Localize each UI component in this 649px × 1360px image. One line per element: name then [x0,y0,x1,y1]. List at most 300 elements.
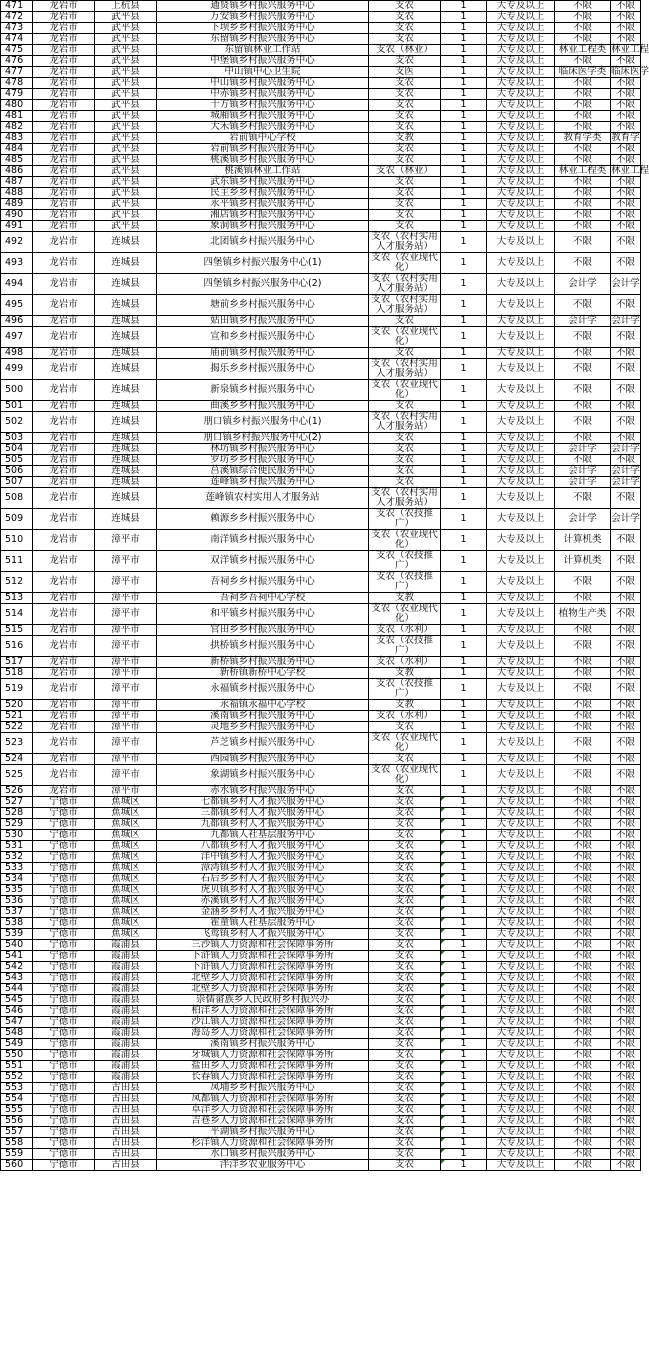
cell-education: 大专及以上 [487,488,555,509]
cell-major-bachelor: 不限 [611,1083,641,1094]
cell-institution: 永平镇乡村振兴服务中心 [157,199,369,210]
cell-major-junior: 不限 [555,1061,611,1072]
cell-major-bachelor: 不限 [611,733,641,754]
cell-major-bachelor: 不限 [611,896,641,907]
cell-row-number: 471 [1,1,33,12]
cell-major-junior: 不限 [555,929,611,940]
cell-institution: 罗坊乡乡村振兴服务中心 [157,455,369,466]
cell-headcount: 1 [441,433,487,444]
table-row [1,488,641,509]
cell-row-number: 492 [1,232,33,253]
cell-headcount: 1 [441,166,487,177]
cell-city: 龙岩市 [33,12,95,23]
cell-major-junior: 不限 [555,23,611,34]
cell-institution: 朋口镇乡村振兴服务中心(2) [157,433,369,444]
cell-row-number: 513 [1,593,33,604]
cell-major-junior: 不限 [555,1072,611,1083]
cell-county: 古田县 [95,1105,157,1116]
cell-major-junior: 计算机类 [555,551,611,572]
cell-headcount: 1 [441,111,487,122]
cell-major-bachelor: 不限 [611,1039,641,1050]
cell-headcount: 1 [441,1149,487,1160]
cell-row-number: 507 [1,477,33,488]
cell-position-type: 支农 [369,466,441,477]
cell-institution: 吾祠乡吾祠中心学校 [157,593,369,604]
cell-headcount: 1 [441,89,487,100]
cell-major-junior: 不限 [555,199,611,210]
cell-headcount: 1 [441,918,487,929]
cell-major-junior: 不限 [555,593,611,604]
cell-major-junior: 不限 [555,122,611,133]
cell-position-type: 支教 [369,700,441,711]
cell-position-type: 支农 [369,973,441,984]
cell-institution: 塘前乡乡村振兴服务中心 [157,295,369,316]
cell-city: 宁德市 [33,1094,95,1105]
cell-education: 大专及以上 [487,604,555,625]
cell-major-junior: 不限 [555,1094,611,1105]
cell-headcount: 1 [441,274,487,295]
cell-education: 大专及以上 [487,477,555,488]
table-row [1,1105,641,1116]
cell-row-number: 496 [1,316,33,327]
cell-position-type: 支农 [369,852,441,863]
cell-row-number: 556 [1,1116,33,1127]
cell-position-type: 支农（农业现代化） [369,604,441,625]
cell-position-type: 支农 [369,1017,441,1028]
cell-county: 连城县 [95,232,157,253]
cell-headcount: 1 [441,466,487,477]
table-row [1,188,641,199]
cell-headcount: 1 [441,100,487,111]
cell-headcount: 1 [441,786,487,797]
cell-major-bachelor: 不限 [611,530,641,551]
cell-row-number: 509 [1,509,33,530]
cell-institution: 庙前镇乡村振兴服务中心 [157,348,369,359]
cell-row-number: 506 [1,466,33,477]
cell-position-type: 支农（水利） [369,657,441,668]
cell-institution: 吾祠乡乡村振兴服务中心 [157,572,369,593]
cell-education: 大专及以上 [487,144,555,155]
table-row [1,122,641,133]
cell-institution: 北团镇乡村振兴服务中心 [157,232,369,253]
cell-headcount: 1 [441,530,487,551]
cell-city: 龙岩市 [33,295,95,316]
cell-institution: 桃溪镇林业工作站 [157,166,369,177]
cell-county: 漳平市 [95,636,157,657]
cell-headcount: 1 [441,896,487,907]
cell-position-type: 支农 [369,477,441,488]
cell-city: 龙岩市 [33,477,95,488]
cell-major-junior: 不限 [555,111,611,122]
cell-education: 大专及以上 [487,23,555,34]
table-row [1,232,641,253]
cell-major-bachelor: 林业工程 [611,165,649,176]
cell-major-junior: 不限 [555,830,611,841]
cell-position-type: 支农 [369,455,441,466]
cell-institution: 海岛乡人力资源和社会保障事务所 [157,1028,369,1039]
cell-major-bachelor: 不限 [611,1017,641,1028]
table-row [1,874,641,885]
cell-major-bachelor: 会计学 [611,476,640,487]
cell-position-type: 支教 [369,133,441,144]
cell-major-junior: 不限 [555,1006,611,1017]
cell-city: 宁德市 [33,995,95,1006]
cell-institution: 民主乡乡村振兴服务中心 [157,188,369,199]
cell-county: 蕉城区 [95,852,157,863]
cell-position-type: 支农 [369,221,441,232]
cell-county: 霞浦县 [95,1028,157,1039]
cell-education: 大专及以上 [487,1138,555,1149]
cell-headcount: 1 [441,733,487,754]
cell-major-bachelor: 不限 [611,1028,641,1039]
cell-major-junior: 不限 [555,1138,611,1149]
cell-city: 龙岩市 [33,433,95,444]
cell-major-junior: 不限 [555,89,611,100]
cell-institution: 长春镇人力资源和社会保障事务所 [157,1072,369,1083]
cell-major-junior: 不限 [555,973,611,984]
cell-major-junior: 不限 [555,188,611,199]
cell-position-type: 支农 [369,863,441,874]
table-row [1,765,641,786]
cell-city: 宁德市 [33,1050,95,1061]
table-row [1,1160,641,1171]
cell-institution: 武东镇乡村振兴服务中心 [157,177,369,188]
cell-headcount: 1 [441,551,487,572]
cell-position-type: 支农 [369,1105,441,1116]
cell-city: 龙岩市 [33,166,95,177]
cell-city: 龙岩市 [33,100,95,111]
cell-education: 大专及以上 [487,962,555,973]
cell-major-junior: 不限 [555,940,611,951]
cell-headcount: 1 [441,122,487,133]
cell-city: 龙岩市 [33,572,95,593]
cell-education: 大专及以上 [487,830,555,841]
cell-education: 大专及以上 [487,1,555,12]
cell-position-type: 支农 [369,797,441,808]
cell-county: 古田县 [95,1149,157,1160]
cell-position-type: 支农（农业现代化） [369,530,441,551]
cell-row-number: 547 [1,1017,33,1028]
cell-row-number: 533 [1,863,33,874]
table-row [1,907,641,918]
cell-major-bachelor: 不限 [611,23,641,34]
cell-headcount: 1 [441,1138,487,1149]
cell-position-type: 支农（农村实用人才服务站） [369,488,441,509]
cell-position-type: 支农 [369,754,441,765]
cell-city: 龙岩市 [33,401,95,412]
cell-institution: 城厢镇乡村振兴服务中心 [157,111,369,122]
cell-county: 连城县 [95,253,157,274]
cell-county: 古田县 [95,1083,157,1094]
cell-county: 连城县 [95,274,157,295]
cell-city: 龙岩市 [33,733,95,754]
cell-institution: 中赤镇乡村振兴服务中心 [157,89,369,100]
cell-institution: 象湖镇乡村振兴服务中心 [157,765,369,786]
cell-major-junior: 不限 [555,359,611,380]
cell-headcount: 1 [441,155,487,166]
cell-row-number: 497 [1,327,33,348]
cell-city: 龙岩市 [33,133,95,144]
cell-row-number: 476 [1,56,33,67]
cell-city: 宁德市 [33,863,95,874]
cell-major-bachelor: 不限 [611,819,641,830]
cell-major-bachelor: 不限 [611,1006,641,1017]
cell-major-junior: 不限 [555,841,611,852]
cell-education: 大专及以上 [487,122,555,133]
cell-position-type: 支农 [369,1039,441,1050]
table-row [1,67,641,78]
cell-city: 龙岩市 [33,711,95,722]
cell-county: 霞浦县 [95,951,157,962]
cell-city: 龙岩市 [33,679,95,700]
cell-position-type: 支教 [369,668,441,679]
cell-row-number: 526 [1,786,33,797]
cell-major-bachelor: 教育学 [611,132,640,143]
cell-headcount: 1 [441,797,487,808]
cell-city: 龙岩市 [33,765,95,786]
cell-position-type: 支农 [369,1160,441,1171]
cell-institution: 崇儒畲族乡人民政府乡村振兴办 [157,995,369,1006]
cell-major-junior: 教育学类 [555,133,611,144]
cell-headcount: 1 [441,625,487,636]
cell-institution: 赤水镇乡村振兴服务中心 [157,786,369,797]
cell-row-number: 493 [1,253,33,274]
cell-major-junior: 不限 [555,733,611,754]
cell-headcount: 1 [441,444,487,455]
cell-headcount: 1 [441,56,487,67]
cell-position-type: 支农 [369,433,441,444]
cell-row-number: 530 [1,830,33,841]
cell-institution: 盐田乡人力资源和社会保障事务所 [157,1061,369,1072]
table-row [1,733,641,754]
cell-education: 大专及以上 [487,155,555,166]
cell-row-number: 545 [1,995,33,1006]
table-row [1,509,641,530]
cell-major-bachelor: 不限 [611,885,641,896]
cell-row-number: 535 [1,885,33,896]
cell-institution: 万安镇乡村振兴服务中心 [157,12,369,23]
cell-city: 宁德市 [33,797,95,808]
cell-institution: 西园镇乡村振兴服务中心 [157,754,369,765]
table-row [1,668,641,679]
cell-education: 大专及以上 [487,551,555,572]
cell-major-bachelor: 不限 [611,111,641,122]
cell-county: 漳平市 [95,668,157,679]
cell-major-bachelor: 不限 [611,722,641,733]
table-row [1,551,641,572]
cell-row-number: 486 [1,166,33,177]
cell-headcount: 1 [441,1116,487,1127]
cell-institution: 南洋镇乡村振兴服务中心 [157,530,369,551]
cell-position-type: 支农 [369,722,441,733]
cell-county: 武平县 [95,45,157,56]
cell-education: 大专及以上 [487,78,555,89]
cell-major-junior: 不限 [555,412,611,433]
cell-major-bachelor: 不限 [611,122,641,133]
cell-city: 龙岩市 [33,111,95,122]
cell-headcount: 1 [441,1083,487,1094]
cell-county: 武平县 [95,122,157,133]
cell-county: 蕉城区 [95,874,157,885]
cell-row-number: 540 [1,940,33,951]
cell-row-number: 484 [1,144,33,155]
table-row [1,1094,641,1105]
table-row [1,210,641,221]
cell-headcount: 1 [441,188,487,199]
cell-row-number: 499 [1,359,33,380]
cell-major-bachelor: 不限 [611,210,641,221]
cell-city: 宁德市 [33,1006,95,1017]
cell-major-junior: 不限 [555,100,611,111]
cell-headcount: 1 [441,412,487,433]
cell-position-type: 支农 [369,12,441,23]
table-row [1,962,641,973]
cell-city: 龙岩市 [33,232,95,253]
cell-education: 大专及以上 [487,885,555,896]
table-row [1,722,641,733]
cell-education: 大专及以上 [487,1083,555,1094]
cell-row-number: 531 [1,841,33,852]
cell-position-type: 支农 [369,210,441,221]
table-row [1,1083,641,1094]
cell-row-number: 525 [1,765,33,786]
cell-institution: 和平镇乡村振兴服务中心 [157,604,369,625]
cell-county: 武平县 [95,111,157,122]
cell-headcount: 1 [441,754,487,765]
cell-major-bachelor: 不限 [611,907,641,918]
cell-position-type: 支农 [369,962,441,973]
cell-row-number: 489 [1,199,33,210]
cell-institution: 赤溪镇乡村人才振兴服务中心 [157,896,369,907]
cell-education: 大专及以上 [487,466,555,477]
table-row [1,604,641,625]
table-row [1,133,641,144]
table-row [1,89,641,100]
cell-education: 大专及以上 [487,67,555,78]
cell-institution: 宣和乡乡村振兴服务中心 [157,327,369,348]
cell-education: 大专及以上 [487,700,555,711]
cell-row-number: 495 [1,295,33,316]
cell-institution: 柏洋乡人力资源和社会保障事务所 [157,1006,369,1017]
table-row [1,593,641,604]
cell-major-junior: 不限 [555,433,611,444]
cell-education: 大专及以上 [487,380,555,401]
table-row [1,1,641,12]
cell-city: 龙岩市 [33,593,95,604]
cell-position-type: 支农 [369,100,441,111]
cell-city: 龙岩市 [33,466,95,477]
cell-county: 古田县 [95,1138,157,1149]
cell-position-type: 支农（林业） [369,166,441,177]
cell-city: 龙岩市 [33,551,95,572]
cell-city: 龙岩市 [33,455,95,466]
cell-major-bachelor: 不限 [611,295,641,316]
cell-major-junior: 不限 [555,155,611,166]
cell-institution: 东留镇乡村振兴服务中心 [157,34,369,45]
cell-county: 漳平市 [95,604,157,625]
cell-position-type: 支农 [369,940,441,951]
table-row [1,1138,641,1149]
cell-major-junior: 会计学 [555,477,611,488]
cell-headcount: 1 [441,863,487,874]
cell-city: 龙岩市 [33,444,95,455]
cell-row-number: 478 [1,78,33,89]
cell-education: 大专及以上 [487,444,555,455]
cell-institution: 漳湾镇乡村人才振兴服务中心 [157,863,369,874]
cell-education: 大专及以上 [487,1149,555,1160]
cell-major-junior: 不限 [555,34,611,45]
cell-education: 大专及以上 [487,874,555,885]
cell-major-bachelor: 不限 [611,1094,641,1105]
cell-headcount: 1 [441,316,487,327]
cell-position-type: 支农 [369,122,441,133]
cell-headcount: 1 [441,210,487,221]
cell-county: 霞浦县 [95,1017,157,1028]
cell-institution: 大禾镇乡村振兴服务中心 [157,122,369,133]
cell-position-type: 支农 [369,1050,441,1061]
cell-city: 龙岩市 [33,78,95,89]
cell-major-junior: 会计学 [555,509,611,530]
cell-major-bachelor: 临床医学 [611,66,649,77]
cell-headcount: 1 [441,604,487,625]
cell-position-type: 支农 [369,1138,441,1149]
cell-position-type: 支农 [369,348,441,359]
cell-major-bachelor: 不限 [611,1149,641,1160]
cell-row-number: 490 [1,210,33,221]
cell-education: 大专及以上 [487,316,555,327]
cell-institution: 平湖镇乡村振兴服务中心 [157,1127,369,1138]
cell-position-type: 支农 [369,918,441,929]
cell-major-bachelor: 不限 [611,711,641,722]
cell-county: 漳平市 [95,733,157,754]
cell-county: 连城县 [95,348,157,359]
cell-position-type: 支农 [369,401,441,412]
cell-position-type: 支农 [369,111,441,122]
cell-row-number: 546 [1,1006,33,1017]
table-row [1,401,641,412]
cell-city: 龙岩市 [33,380,95,401]
cell-row-number: 542 [1,962,33,973]
cell-city: 龙岩市 [33,23,95,34]
cell-position-type: 支农（林业） [369,45,441,56]
cell-headcount: 1 [441,819,487,830]
cell-major-junior: 会计学 [555,316,611,327]
cell-education: 大专及以上 [487,907,555,918]
cell-headcount: 1 [441,1017,487,1028]
cell-position-type: 支农 [369,808,441,819]
cell-headcount: 1 [441,1,487,12]
cell-row-number: 553 [1,1083,33,1094]
cell-institution: 湘店镇乡村振兴服务中心 [157,210,369,221]
cell-major-junior: 不限 [555,295,611,316]
cell-education: 大专及以上 [487,896,555,907]
cell-city: 宁德市 [33,896,95,907]
cell-row-number: 501 [1,401,33,412]
table-row [1,23,641,34]
cell-county: 漳平市 [95,593,157,604]
cell-county: 连城县 [95,295,157,316]
cell-position-type: 支农 [369,1006,441,1017]
cell-institution: 朋口镇乡村振兴服务中心(1) [157,412,369,433]
cell-institution: 曲溪乡乡村振兴服务中心 [157,401,369,412]
cell-institution: 溪南镇乡村振兴服务中心 [157,1039,369,1050]
cell-city: 龙岩市 [33,122,95,133]
cell-county: 武平县 [95,67,157,78]
cell-county: 武平县 [95,23,157,34]
cell-city: 宁德市 [33,1061,95,1072]
cell-major-bachelor: 不限 [611,636,641,657]
cell-position-type: 支农 [369,1083,441,1094]
